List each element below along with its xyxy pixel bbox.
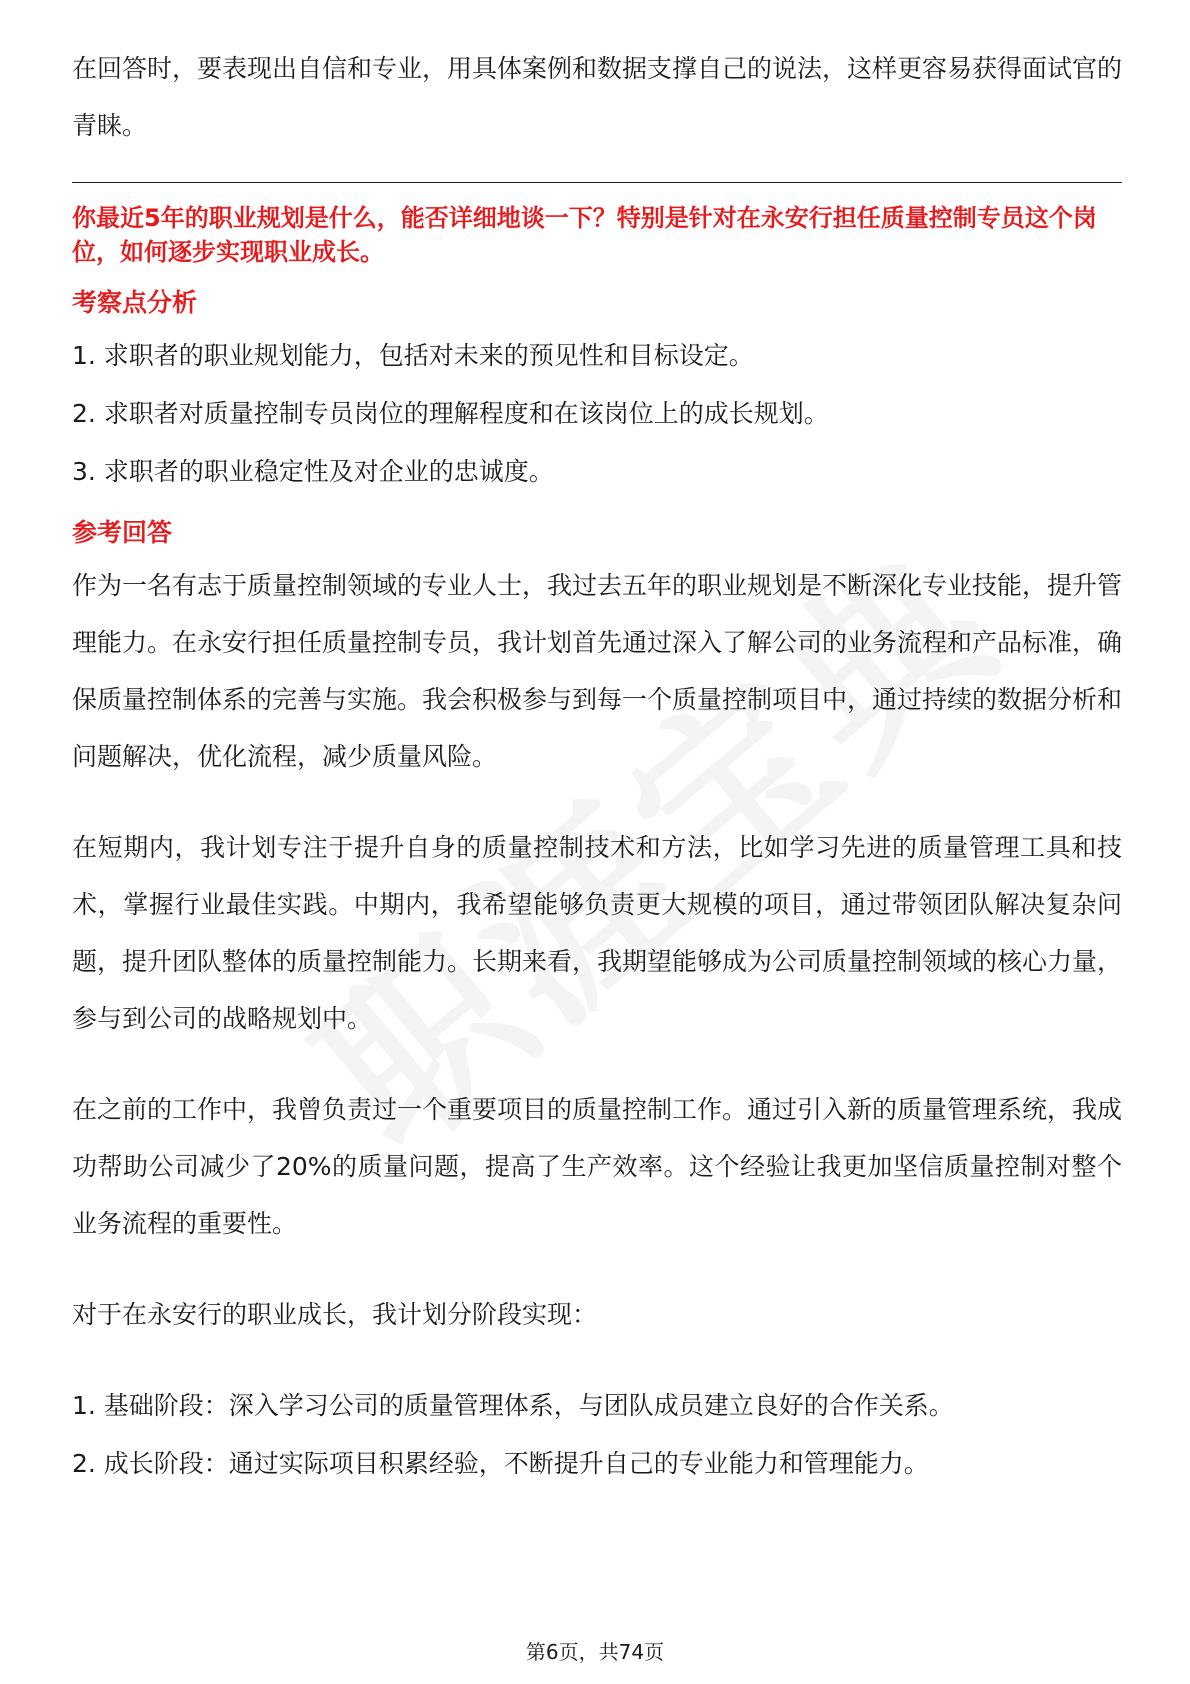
analysis-item: 3. 求职者的职业稳定性及对企业的忠诚度。 [72, 457, 554, 486]
page-footer: 第6页，共74页 [525, 1640, 665, 1664]
section-divider [72, 182, 1122, 183]
answer-paragraph: 作为一名有志于质量控制领域的专业人士，我过去五年的职业规划是不断深化专业技能，提升管理能力。在永安行担任质量控制专员，我计划首先通过深入了解公司的业务流程和产品标准，确保质量控制体系的完善与实施。我会积极参与到每一个质量控制项目中，通过持续的数据分析和问题解决，优化流程，减少质量风险。 [72, 571, 1123, 771]
answer-paragraph: 对于在永安行的职业成长，我计划分阶段实现： [72, 1300, 598, 1329]
paragraph-gap [72, 785, 1122, 819]
answer-heading: 参考回答 [72, 518, 173, 547]
paragraph-gap [72, 1252, 1122, 1286]
analysis-heading: 考察点分析 [72, 288, 198, 317]
intro-paragraph: 在回答时，要表现出自信和专业，用具体案例和数据支撑自己的说法，这样更容易获得面试官的青睐。 [72, 54, 1123, 140]
paragraph-gap [72, 1047, 1122, 1081]
page-content [72, 40, 1122, 1493]
stage-item: 2. 成长阶段：通过实际项目积累经验，不断提升自己的专业能力和管理能力。 [72, 1449, 929, 1478]
analysis-item: 1. 求职者的职业规划能力，包括对未来的预见性和目标设定。 [72, 341, 754, 370]
answer-paragraph: 在短期内，我计划专注于提升自身的质量控制技术和方法，比如学习先进的质量管理工具和技术，掌握行业最佳实践。中期内，我希望能够负责更大规模的项目，通过带领团队解决复杂问题，提升团队整体的质量控制能力。长期来看，我期望能够成为公司质量控制领域的核心力量，参与到公司的战略规划中。 [72, 833, 1123, 1033]
paragraph-gap [72, 1343, 1122, 1377]
analysis-item: 2. 求职者对质量控制专员岗位的理解程度和在该岗位上的成长规划。 [72, 399, 829, 428]
stage-item: 1. 基础阶段：深入学习公司的质量管理体系，与团队成员建立良好的合作关系。 [72, 1391, 954, 1420]
interview-question: 你最近5年的职业规划是什么，能否详细地谈一下？特别是针对在永安行担任质量控制专员这个岗位，如何逐步实现职业成长。 [72, 204, 1097, 266]
answer-paragraph: 在之前的工作中，我曾负责过一个重要项目的质量控制工作。通过引入新的质量管理系统，我成功帮助公司减少了20%的质量问题，提高了生产效率。这个经验让我更加坚信质量控制对整个业务流程的重要性。 [72, 1095, 1123, 1238]
